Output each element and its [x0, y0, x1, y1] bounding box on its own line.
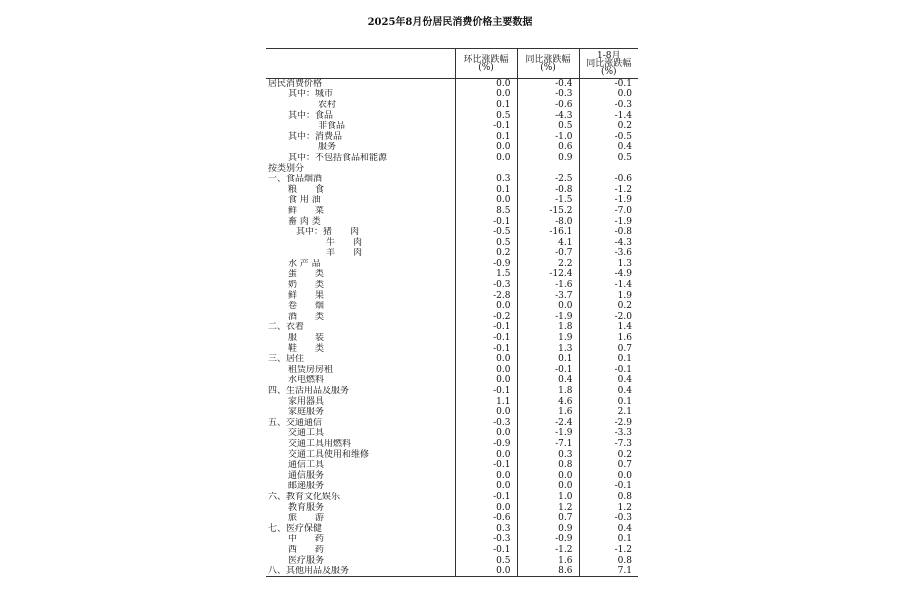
table-row: [266, 449, 638, 460]
row-yoy-value: 1.3: [517, 343, 579, 354]
row-mom-value: 0.0: [455, 354, 517, 365]
table-row: [266, 333, 638, 344]
row-ytd-value: 0.2: [579, 121, 638, 132]
row-label: 交通工具使用和维修: [288, 449, 370, 460]
row-ytd-value: 0.8: [579, 492, 638, 503]
row-label: 旅 游: [288, 513, 325, 524]
row-yoy-value: 1.0: [517, 492, 579, 503]
table-row: [266, 375, 638, 386]
row-mom-value: -0.1: [455, 492, 517, 503]
row-ytd-value: -4.9: [579, 269, 638, 280]
row-ytd-value: 0.4: [579, 386, 638, 397]
table-row: [266, 259, 638, 270]
row-mom-value: 1.5: [455, 269, 517, 280]
row-ytd-value: 1.9: [579, 290, 638, 301]
row-ytd-value: 7.1: [579, 566, 638, 577]
row-label: 七、医疗保健: [268, 523, 323, 534]
row-label: 一、食品烟酒: [268, 174, 323, 185]
row-yoy-value: 0.8: [517, 460, 579, 471]
row-ytd-value: 1.3: [579, 259, 638, 270]
row-yoy-value: 1.6: [517, 555, 579, 566]
cpi-data-table: [266, 48, 638, 577]
row-ytd-value: -0.6: [579, 174, 638, 185]
row-mom-value: 0.1: [455, 100, 517, 111]
header-mom: [455, 49, 517, 79]
row-mom-value: -0.1: [455, 121, 517, 132]
row-yoy-value: 0.5: [517, 121, 579, 132]
table-row: [266, 227, 638, 238]
row-label: 粮 食: [288, 184, 325, 195]
row-yoy-value: -0.3: [517, 89, 579, 100]
table-row: [266, 470, 638, 481]
row-yoy-value: -16.1: [517, 227, 579, 238]
header-ytd-unit: (%): [600, 66, 617, 77]
table-row: [266, 110, 638, 121]
page-title: 2025年8月份居民消费价格主要数据: [367, 17, 533, 28]
row-yoy-value: -15.2: [517, 206, 579, 217]
row-ytd-value: -1.4: [579, 110, 638, 121]
row-label: 其中：不包括食品和能源: [288, 152, 388, 163]
row-ytd-value: 0.4: [579, 523, 638, 534]
row-yoy-value: -7.1: [517, 439, 579, 450]
row-ytd-value: 1.4: [579, 322, 638, 333]
row-mom-value: 1.1: [455, 396, 517, 407]
row-mom-value: -0.1: [455, 460, 517, 471]
row-mom-value: -0.9: [455, 439, 517, 450]
row-mom-value: 0.5: [455, 237, 517, 248]
table-row: [266, 322, 638, 333]
row-yoy-value: 0.6: [517, 142, 579, 153]
row-ytd-value: -7.3: [579, 439, 638, 450]
row-mom-value: 0.0: [455, 407, 517, 418]
row-mom-value: -0.3: [455, 280, 517, 291]
row-label: 中 药: [288, 534, 325, 545]
row-label: 农村: [318, 99, 337, 110]
row-yoy-value: 1.2: [517, 502, 579, 513]
table-row: [266, 545, 638, 556]
table-row: [266, 131, 638, 142]
row-ytd-value: -0.1: [579, 481, 638, 492]
row-mom-value: 0.0: [455, 153, 517, 164]
row-label: 水 产 品: [288, 258, 321, 269]
row-label: 交通工具: [288, 428, 325, 439]
row-label: 六、教育文化娱乐: [268, 491, 341, 502]
row-ytd-value: -0.5: [579, 131, 638, 142]
table-row: [266, 184, 638, 195]
row-ytd-value: 0.4: [579, 142, 638, 153]
row-ytd-value: -0.1: [579, 79, 638, 90]
row-label: 租赁房房租: [288, 364, 334, 375]
row-yoy-value: -1.0: [517, 131, 579, 142]
row-yoy-value: 0.0: [517, 470, 579, 481]
row-label: 二、衣着: [268, 322, 305, 333]
table-row: [266, 142, 638, 153]
row-mom-value: 0.3: [455, 174, 517, 185]
table-row: [266, 566, 638, 577]
row-mom-value: 0.0: [455, 449, 517, 460]
row-label: 服 装: [288, 333, 325, 344]
row-yoy-value: 0.9: [517, 523, 579, 534]
row-label: 牛 肉: [326, 237, 363, 248]
row-yoy-value: 0.3: [517, 449, 579, 460]
row-label: 酒 类: [288, 311, 325, 322]
table-row: [266, 502, 638, 513]
table-row: [266, 100, 638, 111]
table-row: [266, 460, 638, 471]
row-mom-value: 0.0: [455, 195, 517, 206]
row-yoy-value: -0.1: [517, 365, 579, 376]
row-ytd-value: 0.5: [579, 153, 638, 164]
table-header-row: [266, 49, 638, 79]
row-mom-value: 0.0: [455, 470, 517, 481]
row-label: 通信服务: [288, 470, 325, 481]
row-ytd-value: 0.1: [579, 534, 638, 545]
header-mom-unit: (%): [478, 62, 494, 73]
row-mom-value: 0.0: [455, 502, 517, 513]
row-yoy-value: 0.0: [517, 301, 579, 312]
table-row: [266, 121, 638, 132]
row-yoy-value: -1.6: [517, 280, 579, 291]
table-row: [266, 174, 638, 185]
row-mom-value: 0.1: [455, 184, 517, 195]
header-ytd-period: 1-8月: [597, 50, 621, 61]
row-yoy-value: -3.7: [517, 290, 579, 301]
row-label: 卷 烟: [288, 301, 325, 312]
row-label: 服务: [318, 142, 337, 153]
row-ytd-value: -0.3: [579, 100, 638, 111]
row-mom-value: -0.9: [455, 259, 517, 270]
row-ytd-value: 0.2: [579, 301, 638, 312]
row-mom-value: 0.0: [455, 566, 517, 577]
row-label: 水电燃料: [288, 375, 325, 386]
row-yoy-value: 8.6: [517, 566, 579, 577]
row-ytd-value: 0.2: [579, 449, 638, 460]
row-mom-value: 0.0: [455, 365, 517, 376]
table-row: [266, 248, 638, 259]
table-row: [266, 269, 638, 280]
row-label: 医疗服务: [288, 555, 325, 566]
table-row: [266, 343, 638, 354]
row-label: 其中：城市: [288, 89, 334, 100]
row-yoy-value: -0.7: [517, 248, 579, 259]
table-row: [266, 216, 638, 227]
row-ytd-value: -1.9: [579, 216, 638, 227]
table-row: [266, 153, 638, 164]
row-mom-value: -0.3: [455, 534, 517, 545]
table-row: [266, 89, 638, 100]
row-label: 其中：猪 肉: [296, 227, 360, 238]
row-yoy-value: -4.3: [517, 110, 579, 121]
table-row: [266, 163, 638, 174]
table-row: [266, 301, 638, 312]
row-label: 其中：食品: [288, 110, 334, 121]
row-yoy-value: -0.6: [517, 100, 579, 111]
row-label: 蛋 类: [288, 269, 325, 280]
row-ytd-value: 0.0: [579, 89, 638, 100]
row-label: 交通工具用燃料: [288, 438, 352, 449]
row-mom-value: 0.5: [455, 110, 517, 121]
row-yoy-value: 0.1: [517, 354, 579, 365]
row-mom-value: 0.0: [455, 481, 517, 492]
header-yoy-unit: (%): [540, 62, 556, 73]
row-ytd-value: 0.1: [579, 354, 638, 365]
table-row: [266, 79, 638, 90]
row-ytd-value: -1.2: [579, 184, 638, 195]
row-ytd-value: 0.4: [579, 375, 638, 386]
table-row: [266, 555, 638, 566]
row-yoy-value: 0.7: [517, 513, 579, 524]
row-mom-value: -0.1: [455, 386, 517, 397]
table-row: [266, 195, 638, 206]
row-label: 鲜 果: [288, 290, 325, 301]
table-row: [266, 365, 638, 376]
table-row: [266, 481, 638, 492]
header-yoy-label: 同比涨跌幅: [525, 54, 571, 65]
row-ytd-value: -7.0: [579, 206, 638, 217]
row-yoy-value: -0.4: [517, 79, 579, 90]
row-label: 西 药: [288, 544, 325, 555]
row-yoy-value: -0.9: [517, 534, 579, 545]
row-label: 奶 类: [288, 280, 325, 291]
row-yoy-value: 2.2: [517, 259, 579, 270]
row-mom-value: -0.1: [455, 333, 517, 344]
row-mom-value: -0.3: [455, 418, 517, 429]
row-yoy-value: -12.4: [517, 269, 579, 280]
row-ytd-value: 0.7: [579, 460, 638, 471]
row-label: 八、其他用品及服务: [266, 566, 455, 577]
row-yoy-value: [517, 163, 579, 174]
table-row: [266, 312, 638, 323]
header-mom-label: 环比涨跌幅: [463, 54, 509, 65]
row-ytd-value: 0.0: [579, 470, 638, 481]
row-label: 畜 肉 类: [288, 216, 321, 227]
row-yoy-value: -1.9: [517, 312, 579, 323]
row-yoy-value: 4.6: [517, 396, 579, 407]
table-row: [266, 396, 638, 407]
row-mom-value: [455, 163, 517, 174]
table-row: [266, 386, 638, 397]
row-yoy-value: -2.4: [517, 418, 579, 429]
row-yoy-value: 1.9: [517, 333, 579, 344]
row-yoy-value: 1.6: [517, 407, 579, 418]
row-ytd-value: -0.8: [579, 227, 638, 238]
row-ytd-value: -3.6: [579, 248, 638, 259]
row-ytd-value: -0.3: [579, 513, 638, 524]
row-ytd-value: -2.0: [579, 312, 638, 323]
row-ytd-value: -2.9: [579, 418, 638, 429]
row-mom-value: 0.0: [455, 375, 517, 386]
row-label: 家用器具: [288, 396, 325, 407]
row-yoy-value: -0.8: [517, 184, 579, 195]
table-row: [266, 534, 638, 545]
row-label: 教育服务: [288, 502, 325, 513]
row-mom-value: 0.1: [455, 131, 517, 142]
row-yoy-value: -1.2: [517, 545, 579, 556]
row-ytd-value: -3.3: [579, 428, 638, 439]
row-mom-value: 8.5: [455, 206, 517, 217]
row-ytd-value: -0.1: [579, 365, 638, 376]
header-ytd: [579, 49, 638, 79]
row-label: 家庭服务: [288, 407, 325, 418]
row-yoy-value: -1.9: [517, 428, 579, 439]
row-mom-value: 0.0: [455, 301, 517, 312]
table-body: [266, 79, 638, 577]
row-mom-value: 0.0: [455, 428, 517, 439]
row-ytd-value: 0.1: [579, 396, 638, 407]
row-ytd-value: 0.7: [579, 343, 638, 354]
table-row: [266, 492, 638, 503]
row-mom-value: 0.5: [455, 555, 517, 566]
table-row: [266, 428, 638, 439]
row-mom-value: 0.0: [455, 79, 517, 90]
row-mom-value: -0.2: [455, 312, 517, 323]
row-yoy-value: 1.8: [517, 386, 579, 397]
row-yoy-value: 0.9: [517, 153, 579, 164]
header-item: [266, 49, 455, 79]
row-yoy-value: -1.5: [517, 195, 579, 206]
row-label: 按类别分: [268, 163, 305, 174]
row-label: 四、生活用品及服务: [268, 386, 350, 397]
row-yoy-value: 4.1: [517, 237, 579, 248]
table-row: [266, 280, 638, 291]
row-ytd-value: 2.1: [579, 407, 638, 418]
row-ytd-value: -1.4: [579, 280, 638, 291]
row-ytd-value: -1.9: [579, 195, 638, 206]
table-row: [266, 206, 638, 217]
row-mom-value: -0.5: [455, 227, 517, 238]
row-label: 五、交通通信: [268, 417, 323, 428]
row-yoy-value: -8.0: [517, 216, 579, 227]
row-mom-value: -2.8: [455, 290, 517, 301]
table-row: [266, 439, 638, 450]
row-ytd-value: 1.6: [579, 333, 638, 344]
row-mom-value: 0.0: [455, 89, 517, 100]
table-row: [266, 237, 638, 248]
row-ytd-value: 1.2: [579, 502, 638, 513]
row-mom-value: -0.1: [455, 343, 517, 354]
row-ytd-value: -1.2: [579, 545, 638, 556]
row-yoy-value: 1.8: [517, 322, 579, 333]
table-row: [266, 513, 638, 524]
row-mom-value: -0.6: [455, 513, 517, 524]
row-yoy-value: 0.0: [517, 481, 579, 492]
row-label: 通信工具: [288, 460, 325, 471]
table-row: [266, 407, 638, 418]
row-yoy-value: 0.4: [517, 375, 579, 386]
row-mom-value: 0.0: [455, 142, 517, 153]
table-row: [266, 354, 638, 365]
row-label: 其中：消费品: [288, 131, 343, 142]
row-label: 食 用 油: [288, 195, 321, 206]
row-ytd-value: 0.8: [579, 555, 638, 566]
row-label: 三、居住: [268, 354, 305, 365]
row-label: 鲜 菜: [288, 205, 325, 216]
row-ytd-value: [579, 163, 638, 174]
row-mom-value: -0.1: [455, 545, 517, 556]
row-mom-value: -0.1: [455, 216, 517, 227]
row-label: 非食品: [318, 121, 346, 132]
header-ytd-label: 同比涨跌幅: [586, 58, 632, 69]
table-row: [266, 290, 638, 301]
row-label: 邮递服务: [288, 481, 325, 492]
row-label: 居民消费价格: [268, 79, 323, 90]
row-mom-value: 0.2: [455, 248, 517, 259]
row-mom-value: -0.1: [455, 322, 517, 333]
header-yoy: [517, 49, 579, 79]
row-ytd-value: -4.3: [579, 237, 638, 248]
table-row: [266, 418, 638, 429]
row-label: 羊 肉: [326, 248, 363, 259]
row-label: 鞋 类: [288, 343, 325, 354]
row-yoy-value: -2.5: [517, 174, 579, 185]
table-row: [266, 523, 638, 534]
row-mom-value: 0.3: [455, 523, 517, 534]
